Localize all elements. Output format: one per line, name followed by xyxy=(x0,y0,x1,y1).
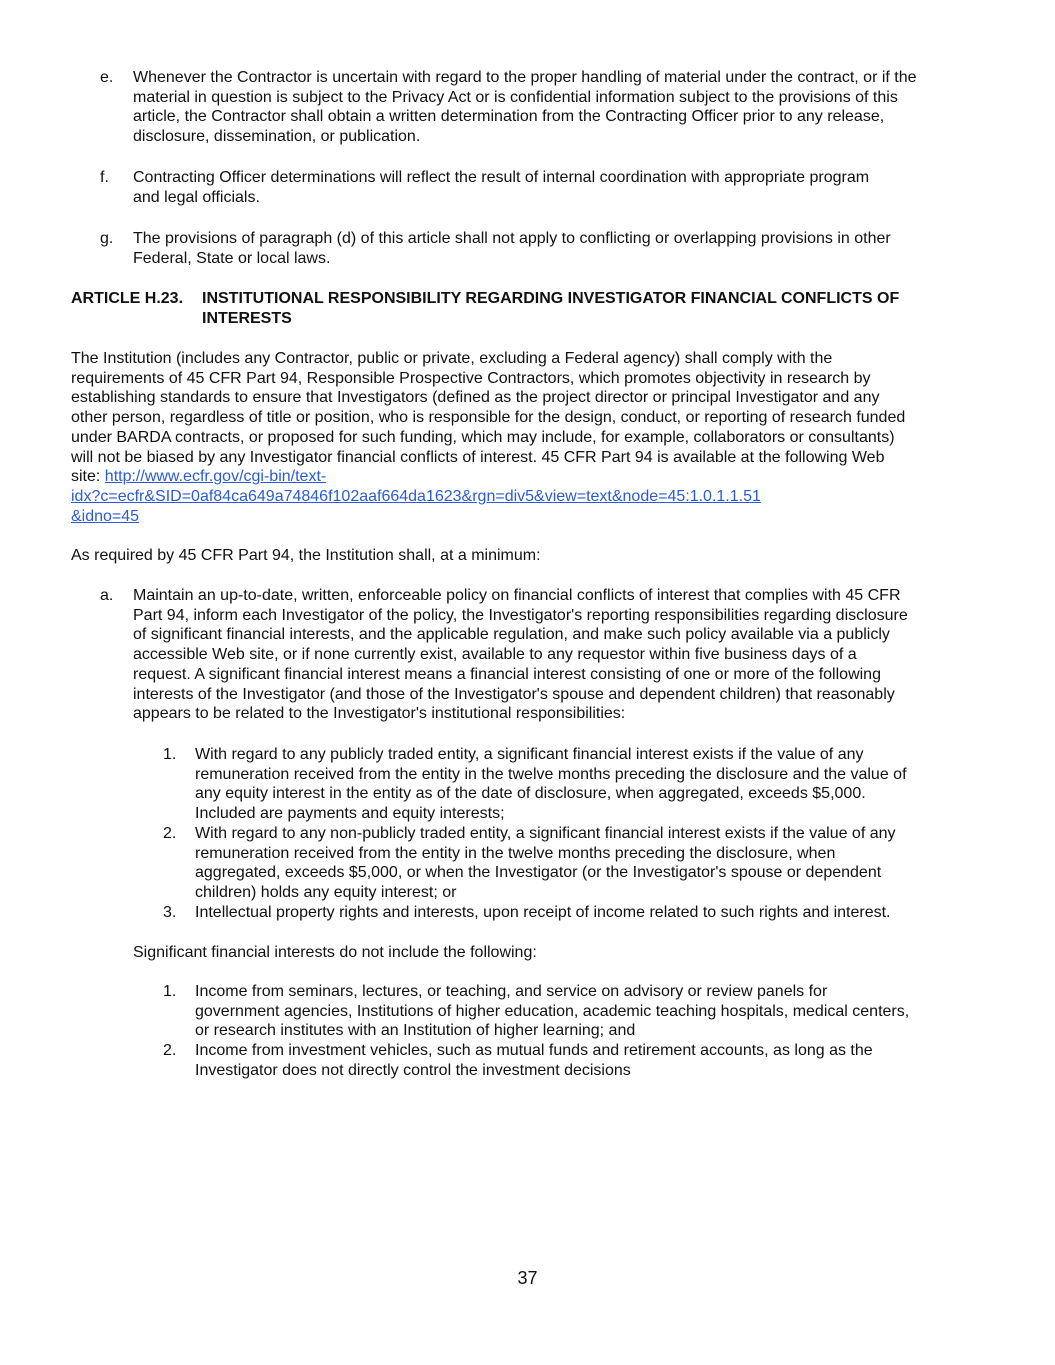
item-a-text: Maintain an up-to-date, written, enforceable policy on financial conflicts of interest that complies with 45 CFR Part 94, inform each Investigator of the policy, the Investigator's reporting responsibilities regarding disclosure of significant financial interests, and the applicable regulation, and make such policy available via a publicly accessible Web site, or if none currently exist, available to any requestor within five business days of a request. A significant financial interest means a financial interest consisting of one or more of the following interests of the Investigator (and those of the Investigator's spouse and dependent children) that reasonably appears to be related to the Investigator's institutional responsibilities: xyxy=(133,587,908,723)
sub-item-label: 2. xyxy=(163,825,177,842)
item-label: f. xyxy=(100,169,109,186)
item-label: e. xyxy=(100,69,114,86)
article-title xyxy=(202,289,899,328)
article-title-text: INSTITUTIONAL RESPONSIBILITY REGARDING INVESTIGATOR FINANCIAL CONFLICTS OF INTERESTS xyxy=(202,290,900,327)
exclusion-text: Income from investment vehicles, such as mutual funds and retirement accounts, as long as the Investigator does not directly control the investment decisions xyxy=(195,1042,873,1079)
exclusion-label: 2. xyxy=(163,1042,177,1059)
item-f-text: Contracting Officer determinations will reflect the result of internal coordination with appropriate program and legal officials. xyxy=(133,169,870,206)
page-number: 37 xyxy=(517,1268,538,1288)
sub-item-text: Intellectual property rights and interests, upon receipt of income related to such rights and interest. xyxy=(195,904,891,921)
item-e-text: Whenever the Contractor is uncertain with regard to the proper handling of material under the contract, or if the material in question is subject to the Privacy Act or is confidential information subject to the provisions of this article, the Contractor shall obtain a written determination from the Contracting Officer prior to any release, disclosure, dissemination, or publication. xyxy=(133,69,917,146)
exclusion-label: 1. xyxy=(163,983,177,1000)
sub-item-label: 3. xyxy=(163,904,177,921)
sub-item-text: With regard to any publicly traded entity, a significant financial interest exists if the value of any remuneration received from the entity in the twelve months preceding the disclosure and the value of any equity interest in the entity as of the date of disclosure, when aggregated, exceeds $5,000. Included are payments and equity interests; xyxy=(195,746,907,823)
exclusion-text: Income from seminars, lectures, or teaching, and service on advisory or review panels for government agencies, Institutions of higher education, academic teaching hospitals, medical centers, or research institutes with an Institution of higher learning; and xyxy=(195,983,910,1040)
article-number: ARTICLE H.23. xyxy=(71,290,184,307)
sub-item-label: 1. xyxy=(163,746,177,763)
item-g-text: The provisions of paragraph (d) of this article shall not apply to conflicting or overlapping provisions in other Federal, State or local laws. xyxy=(133,230,891,267)
exclusions-heading: Significant financial interests do not include the following: xyxy=(133,944,537,961)
ecfr-link[interactable]: http://www.ecfr.gov/cgi-bin/text- idx?c=ecfr&SID=0af84ca649a74846f102aaf664da1623&rgn=div5&view=text&node=45:1.0.1.1.51 &idno=45 xyxy=(71,468,761,525)
as-required-text: As required by 45 CFR Part 94, the Institution shall, at a minimum: xyxy=(71,547,541,564)
item-label: g. xyxy=(100,230,114,247)
item-label: a. xyxy=(100,587,114,604)
intro-text: The Institution (includes any Contractor, public or private, excluding a Federal agency) shall comply with the requirements of 45 CFR Part 94, Responsible Prospective Contractors, which promotes objectivity in research by establishing standards to ensure that Investigators (defined as the project director or principal Investigator and any other person, regardless of title or position, who is responsible for the design, conduct, or reporting of research funded under BARDA contracts, or proposed for such funding, which may include, for example, collaborators or consultants) will not be biased by any Investigator financial conflicts of interest. 45 CFR Part 94 is available at the following Web site: xyxy=(71,350,906,486)
intro-paragraph xyxy=(71,349,1031,526)
sub-item-text: With regard to any non-publicly traded entity, a significant financial interest exists if the value of any remuneration received from the entity in the twelve months preceding the disclosure, when aggregated, exceeds $5,000, or when the Investigator (or the Investigator's spouse or dependent children) holds any equity interest; or xyxy=(195,825,896,902)
